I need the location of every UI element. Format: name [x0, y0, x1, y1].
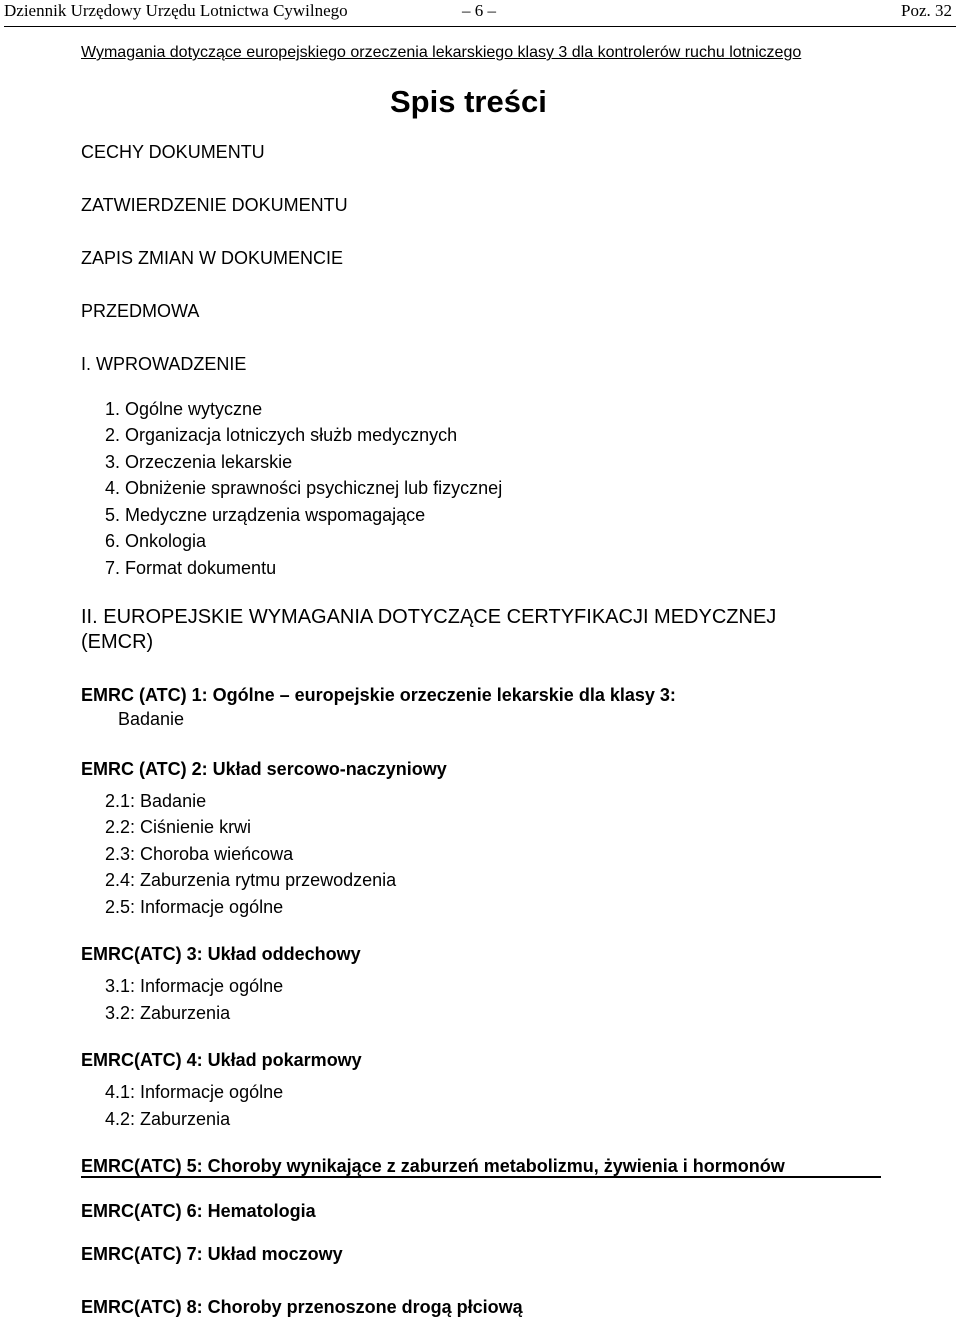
- section-underline: [81, 1176, 881, 1178]
- toc-item-amendments: ZAPIS ZMIAN W DOKUMENCIE: [81, 248, 344, 268]
- toc-item-features: CECHY DOKUMENTU: [81, 142, 265, 162]
- toc-subitem: 2.2: Ciśnienie krwi: [105, 817, 252, 837]
- toc-subitem: 5. Medyczne urządzenia wspomagające: [105, 505, 426, 525]
- toc-title: Spis treści: [390, 84, 547, 119]
- toc-subitem: 3.1: Informacje ogólne: [105, 976, 284, 996]
- document-subtitle: Wymagania dotyczące europejskiego orzeczenia lekarskiego klasy 3 dla kontrolerów ruchu lotniczego: [81, 44, 802, 61]
- toc-subitem: 1. Ogólne wytyczne: [105, 399, 263, 419]
- toc-chapter-emrc5: EMRC(ATC) 5: Choroby wynikające z zaburzeń metabolizmu, żywienia i hormonów: [81, 1156, 785, 1176]
- section-heading-introduction: I. WPROWADZENIE: [81, 354, 247, 374]
- toc-item-approval: ZATWIERDZENIE DOKUMENTU: [81, 195, 348, 215]
- toc-chapter-emrc3: EMRC(ATC) 3: Układ oddechowy: [81, 944, 361, 964]
- toc-chapter-emrc6: EMRC(ATC) 6: Hematologia: [81, 1201, 316, 1221]
- toc-subitem: 4.1: Informacje ogólne: [105, 1082, 284, 1102]
- position-number: Poz. 32: [901, 1, 952, 20]
- section-heading-emcr-cont: (EMCR): [81, 631, 154, 653]
- journal-name: Dziennik Urzędowy Urzędu Lotnictwa Cywilnego: [4, 1, 348, 20]
- toc-subitem: 6. Onkologia: [105, 531, 207, 551]
- toc-subitem: 2.5: Informacje ogólne: [105, 897, 284, 917]
- toc-subitem: 2.4: Zaburzenia rytmu przewodzenia: [105, 870, 397, 890]
- toc-chapter-emrc2: EMRC (ATC) 2: Układ sercowo-naczyniowy: [81, 759, 447, 779]
- toc-subitem: 7. Format dokumentu: [105, 558, 277, 578]
- toc-chapter-emrc8: EMRC(ATC) 8: Choroby przenoszone drogą płciową: [81, 1297, 523, 1317]
- page-header: [4, 0, 956, 27]
- toc-subitem: 2.1: Badanie: [105, 791, 207, 811]
- toc-subitem: 4.2: Zaburzenia: [105, 1109, 231, 1129]
- toc-chapter-emrc7: EMRC(ATC) 7: Układ moczowy: [81, 1244, 343, 1264]
- toc-subitem: 2. Organizacja lotniczych służb medycznych: [105, 425, 458, 445]
- toc-subitem: 3. Orzeczenia lekarskie: [105, 452, 293, 472]
- toc-item-foreword: PRZEDMOWA: [81, 301, 200, 321]
- page-number: – 6 –: [462, 1, 496, 20]
- toc-chapter-emrc1-cont: Badanie: [118, 709, 185, 729]
- toc-subitem: 4. Obniżenie sprawności psychicznej lub fizycznej: [105, 478, 503, 498]
- toc-chapter-emrc4: EMRC(ATC) 4: Układ pokarmowy: [81, 1050, 362, 1070]
- toc-subitem: 3.2: Zaburzenia: [105, 1003, 231, 1023]
- section-heading-emcr: II. EUROPEJSKIE WYMAGANIA DOTYCZĄCE CERTYFIKACJI MEDYCZNEJ: [81, 606, 777, 628]
- toc-subitem: 2.3: Choroba wieńcowa: [105, 844, 294, 864]
- toc-chapter-emrc1: EMRC (ATC) 1: Ogólne – europejskie orzeczenie lekarskie dla klasy 3:: [81, 685, 676, 705]
